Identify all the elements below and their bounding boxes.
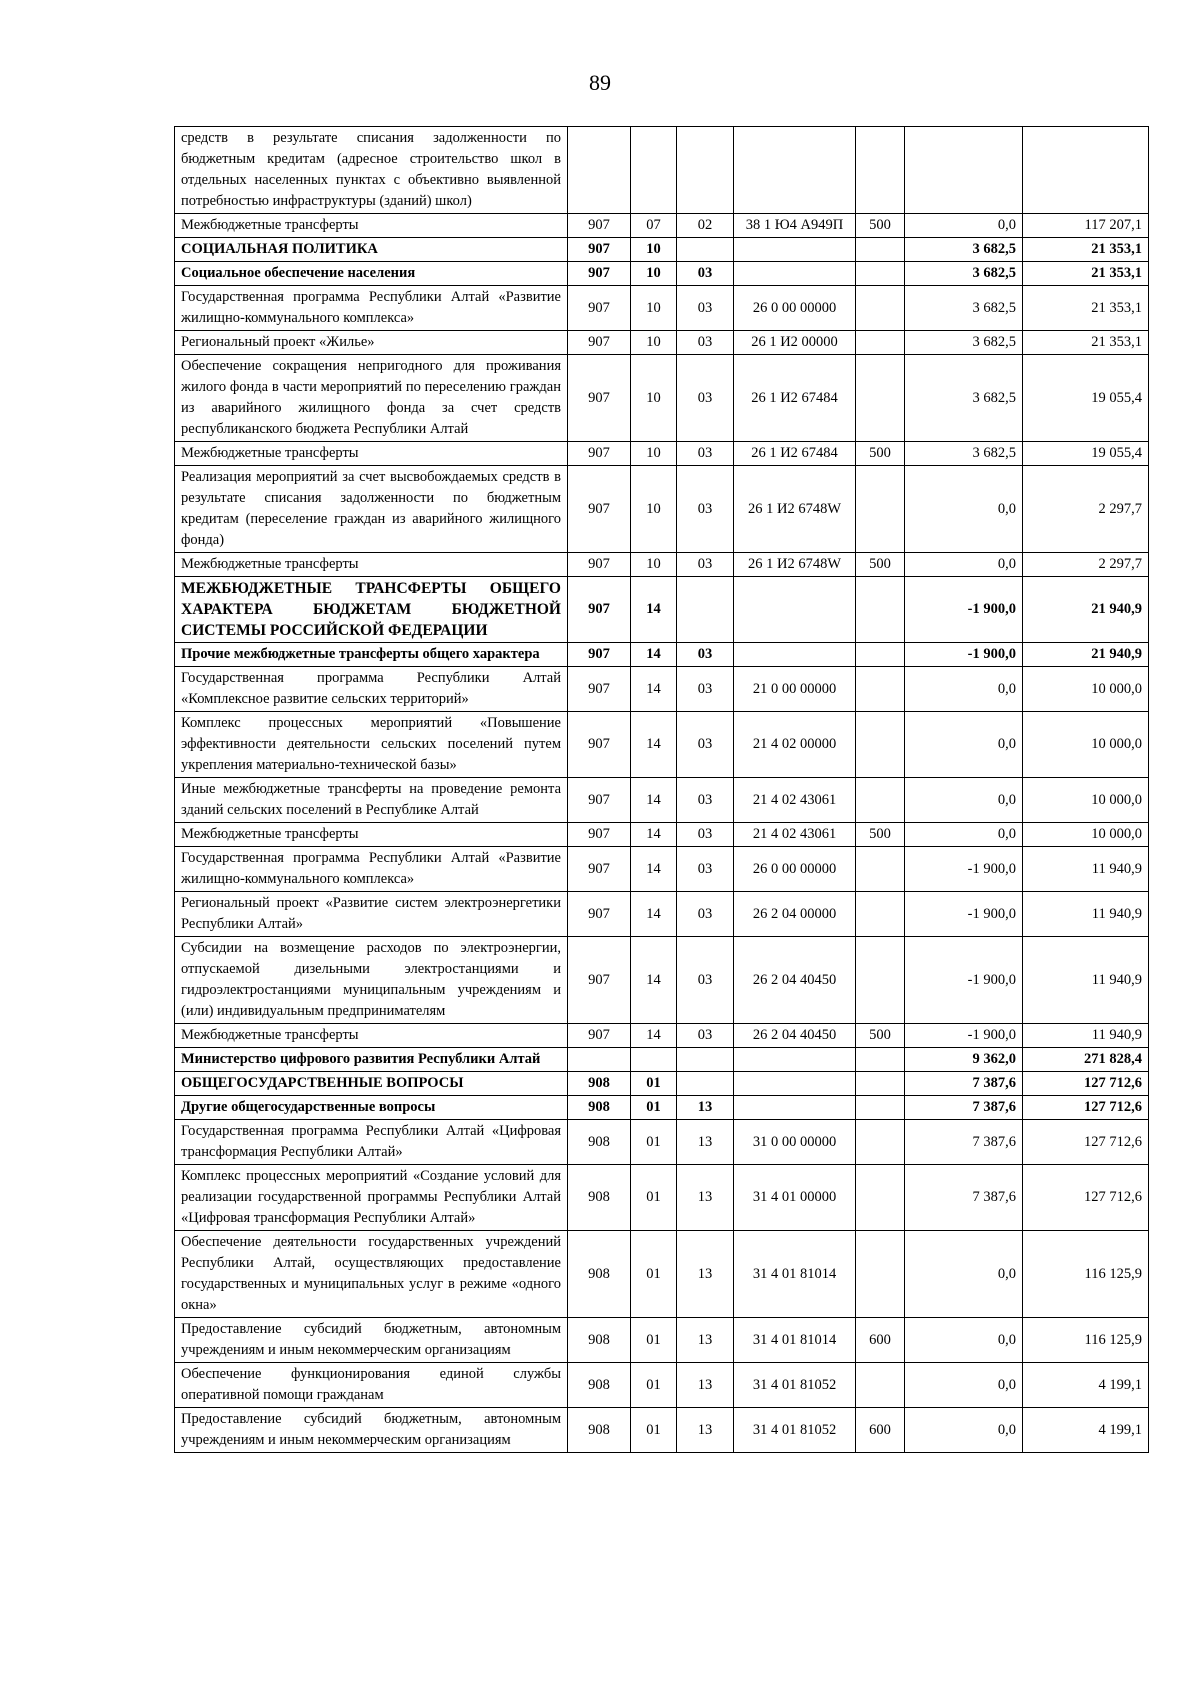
cell-amount-total: 2 297,7 [1023, 553, 1149, 577]
cell-amount-total: 116 125,9 [1023, 1231, 1149, 1318]
cell-target-item: 21 0 00 00000 [734, 667, 856, 712]
table-row [175, 355, 1149, 442]
cell-name: Комплекс процессных мероприятий «Создание условий для реализации государственной программы Республики Алтай «Цифровая трансформация Республики Алтай» [175, 1165, 568, 1231]
budget-table [174, 126, 1149, 1453]
cell-amount-total: 21 353,1 [1023, 262, 1149, 286]
cell-amount-change: 0,0 [905, 667, 1023, 712]
cell-amount-change: 0,0 [905, 214, 1023, 238]
cell-amount-change: 0,0 [905, 466, 1023, 553]
cell-amount-change: 7 387,6 [905, 1165, 1023, 1231]
cell-amount-change: 0,0 [905, 1408, 1023, 1453]
table-row [175, 1318, 1149, 1363]
cell-amount-total: 127 712,6 [1023, 1096, 1149, 1120]
cell-amount-total: 21 940,9 [1023, 577, 1149, 643]
cell-subsection: 03 [677, 286, 734, 331]
cell-expense-type [856, 1231, 905, 1318]
cell-section: 14 [631, 712, 677, 778]
cell-subsection: 03 [677, 778, 734, 823]
cell-amount-change: 3 682,5 [905, 238, 1023, 262]
cell-target-item: 26 2 04 40450 [734, 937, 856, 1024]
cell-amount-total: 11 940,9 [1023, 1024, 1149, 1048]
cell-expense-type [856, 331, 905, 355]
cell-amount-total: 117 207,1 [1023, 214, 1149, 238]
cell-target-item [734, 238, 856, 262]
cell-target-item: 26 1 И2 6748W [734, 466, 856, 553]
cell-ministry-code: 907 [568, 778, 631, 823]
table-body [175, 127, 1149, 1453]
cell-amount-change: -1 900,0 [905, 937, 1023, 1024]
cell-target-item [734, 127, 856, 214]
cell-subsection: 03 [677, 643, 734, 667]
cell-amount-total: 21 353,1 [1023, 238, 1149, 262]
cell-section: 14 [631, 643, 677, 667]
table-row [175, 262, 1149, 286]
table-row [175, 1165, 1149, 1231]
cell-section [631, 1048, 677, 1072]
cell-name: Обеспечение функционирования единой службы оперативной помощи гражданам [175, 1363, 568, 1408]
table-row [175, 286, 1149, 331]
cell-subsection [677, 238, 734, 262]
cell-target-item: 21 4 02 43061 [734, 778, 856, 823]
cell-ministry-code: 907 [568, 892, 631, 937]
cell-amount-total: 10 000,0 [1023, 778, 1149, 823]
cell-target-item: 26 0 00 00000 [734, 847, 856, 892]
cell-subsection: 03 [677, 937, 734, 1024]
table-row [175, 1120, 1149, 1165]
cell-name: Другие общегосударственные вопросы [175, 1096, 568, 1120]
cell-section: 10 [631, 466, 677, 553]
cell-subsection: 03 [677, 553, 734, 577]
cell-amount-change: 3 682,5 [905, 331, 1023, 355]
cell-name: Предоставление субсидий бюджетным, автономным учреждениям и иным некоммерческим организациям [175, 1318, 568, 1363]
cell-section: 01 [631, 1408, 677, 1453]
cell-subsection [677, 1072, 734, 1096]
cell-expense-type [856, 847, 905, 892]
cell-section: 14 [631, 847, 677, 892]
cell-name: СОЦИАЛЬНАЯ ПОЛИТИКА [175, 238, 568, 262]
cell-subsection: 03 [677, 1024, 734, 1048]
cell-ministry-code: 908 [568, 1072, 631, 1096]
cell-target-item: 21 4 02 00000 [734, 712, 856, 778]
cell-target-item: 26 1 И2 67484 [734, 355, 856, 442]
cell-ministry-code: 907 [568, 262, 631, 286]
table-row [175, 778, 1149, 823]
cell-amount-change: 0,0 [905, 712, 1023, 778]
cell-section: 10 [631, 331, 677, 355]
cell-name: средств в результате списания задолженности по бюджетным кредитам (адресное строительство школ в отдельных населенных пунктах с объективно выявленной потребностью инфраструктуры (зданий) школ) [175, 127, 568, 214]
table-row [175, 643, 1149, 667]
cell-ministry-code: 908 [568, 1363, 631, 1408]
cell-ministry-code: 907 [568, 847, 631, 892]
cell-expense-type: 500 [856, 1024, 905, 1048]
cell-name: Государственная программа Республики Алтай «Цифровая трансформация Республики Алтай» [175, 1120, 568, 1165]
cell-section: 14 [631, 778, 677, 823]
cell-subsection: 13 [677, 1363, 734, 1408]
cell-ministry-code: 907 [568, 355, 631, 442]
cell-amount-total: 4 199,1 [1023, 1408, 1149, 1453]
table-row [175, 577, 1149, 643]
cell-amount-change [905, 127, 1023, 214]
cell-subsection: 02 [677, 214, 734, 238]
table-row [175, 1072, 1149, 1096]
cell-amount-change: 7 387,6 [905, 1072, 1023, 1096]
cell-ministry-code: 907 [568, 937, 631, 1024]
cell-section: 14 [631, 823, 677, 847]
cell-target-item: 26 2 04 40450 [734, 1024, 856, 1048]
cell-subsection: 13 [677, 1096, 734, 1120]
cell-name: Субсидии на возмещение расходов по электроэнергии, отпускаемой дизельными электростанциями и гидроэлектростанциями муниципальным учреждениям и (или) индивидуальным предпринимателям [175, 937, 568, 1024]
cell-section: 01 [631, 1363, 677, 1408]
cell-ministry-code: 907 [568, 577, 631, 643]
cell-subsection: 13 [677, 1408, 734, 1453]
cell-name: Государственная программа Республики Алтай «Развитие жилищно-коммунального комплекса» [175, 847, 568, 892]
cell-ministry-code: 907 [568, 331, 631, 355]
table-row [175, 1231, 1149, 1318]
cell-ministry-code [568, 1048, 631, 1072]
cell-ministry-code: 908 [568, 1096, 631, 1120]
cell-section: 14 [631, 667, 677, 712]
cell-name: Комплекс процессных мероприятий «Повышение эффективности деятельности сельских поселений путем укрепления материально-технической базы» [175, 712, 568, 778]
cell-amount-total: 127 712,6 [1023, 1120, 1149, 1165]
cell-section: 01 [631, 1072, 677, 1096]
cell-section: 10 [631, 442, 677, 466]
cell-name: Прочие межбюджетные трансферты общего характера [175, 643, 568, 667]
cell-subsection: 03 [677, 667, 734, 712]
cell-expense-type [856, 286, 905, 331]
cell-name: МЕЖБЮДЖЕТНЫЕ ТРАНСФЕРТЫ ОБЩЕГО ХАРАКТЕРА БЮДЖЕТАМ БЮДЖЕТНОЙ СИСТЕМЫ РОССИЙСКОЙ ФЕДЕРАЦИИ [175, 577, 568, 643]
cell-name: ОБЩЕГОСУДАРСТВЕННЫЕ ВОПРОСЫ [175, 1072, 568, 1096]
cell-ministry-code: 907 [568, 286, 631, 331]
table-row [175, 712, 1149, 778]
page-number: 89 [589, 70, 611, 95]
cell-section: 14 [631, 577, 677, 643]
cell-ministry-code: 908 [568, 1318, 631, 1363]
cell-expense-type [856, 577, 905, 643]
cell-target-item: 21 4 02 43061 [734, 823, 856, 847]
cell-expense-type: 600 [856, 1318, 905, 1363]
cell-expense-type [856, 1072, 905, 1096]
cell-amount-total: 4 199,1 [1023, 1363, 1149, 1408]
cell-target-item [734, 262, 856, 286]
cell-ministry-code: 907 [568, 442, 631, 466]
table-row [175, 667, 1149, 712]
cell-name: Межбюджетные трансферты [175, 553, 568, 577]
cell-target-item [734, 1072, 856, 1096]
cell-amount-total: 21 353,1 [1023, 286, 1149, 331]
cell-section: 10 [631, 553, 677, 577]
cell-ministry-code: 907 [568, 823, 631, 847]
table-row [175, 553, 1149, 577]
cell-target-item [734, 577, 856, 643]
cell-target-item: 26 1 И2 6748W [734, 553, 856, 577]
cell-expense-type [856, 1048, 905, 1072]
cell-target-item: 31 4 01 81052 [734, 1363, 856, 1408]
cell-ministry-code: 907 [568, 214, 631, 238]
cell-expense-type [856, 262, 905, 286]
table-row [175, 823, 1149, 847]
cell-amount-change: 3 682,5 [905, 355, 1023, 442]
cell-ministry-code: 907 [568, 667, 631, 712]
table-row [175, 331, 1149, 355]
cell-ministry-code [568, 127, 631, 214]
cell-amount-total: 2 297,7 [1023, 466, 1149, 553]
cell-amount-total: 11 940,9 [1023, 937, 1149, 1024]
cell-name: Предоставление субсидий бюджетным, автономным учреждениям и иным некоммерческим организациям [175, 1408, 568, 1453]
cell-expense-type [856, 355, 905, 442]
cell-expense-type [856, 127, 905, 214]
cell-expense-type [856, 1120, 905, 1165]
cell-amount-change: 0,0 [905, 1318, 1023, 1363]
cell-amount-total: 11 940,9 [1023, 847, 1149, 892]
cell-section: 07 [631, 214, 677, 238]
table-row [175, 937, 1149, 1024]
cell-target-item [734, 1096, 856, 1120]
cell-expense-type [856, 712, 905, 778]
cell-expense-type: 500 [856, 214, 905, 238]
cell-subsection [677, 127, 734, 214]
cell-subsection [677, 1048, 734, 1072]
cell-subsection: 03 [677, 712, 734, 778]
cell-name: Иные межбюджетные трансферты на проведение ремонта зданий сельских поселений в Республике Алтай [175, 778, 568, 823]
cell-subsection: 03 [677, 331, 734, 355]
cell-amount-change: 3 682,5 [905, 286, 1023, 331]
cell-section: 01 [631, 1120, 677, 1165]
cell-amount-change: 7 387,6 [905, 1096, 1023, 1120]
cell-name: Обеспечение сокращения непригодного для проживания жилого фонда в части мероприятий по переселению граждан из аварийного жилищного фонда за счет средств республиканского бюджета Республики Алтай [175, 355, 568, 442]
cell-name: Межбюджетные трансферты [175, 1024, 568, 1048]
cell-subsection: 13 [677, 1231, 734, 1318]
cell-name: Министерство цифрового развития Республики Алтай [175, 1048, 568, 1072]
cell-expense-type: 500 [856, 442, 905, 466]
cell-amount-total: 19 055,4 [1023, 355, 1149, 442]
cell-amount-change: 0,0 [905, 823, 1023, 847]
table-row [175, 127, 1149, 214]
cell-name: Государственная программа Республики Алтай «Комплексное развитие сельских территорий» [175, 667, 568, 712]
cell-amount-total: 10 000,0 [1023, 712, 1149, 778]
cell-target-item [734, 643, 856, 667]
cell-name: Межбюджетные трансферты [175, 442, 568, 466]
cell-ministry-code: 907 [568, 238, 631, 262]
cell-section: 10 [631, 286, 677, 331]
cell-name: Региональный проект «Развитие систем электроэнергетики Республики Алтай» [175, 892, 568, 937]
cell-section: 01 [631, 1318, 677, 1363]
cell-amount-change: 0,0 [905, 1231, 1023, 1318]
table-row [175, 1408, 1149, 1453]
cell-target-item: 31 4 01 00000 [734, 1165, 856, 1231]
cell-subsection: 03 [677, 355, 734, 442]
cell-amount-change: 0,0 [905, 778, 1023, 823]
cell-target-item: 31 4 01 81014 [734, 1231, 856, 1318]
cell-name: Обеспечение деятельности государственных учреждений Республики Алтай, осуществляющих предоставление государственных и муниципальных услуг в режиме «одного окна» [175, 1231, 568, 1318]
cell-ministry-code: 908 [568, 1408, 631, 1453]
cell-expense-type [856, 238, 905, 262]
cell-target-item: 31 4 01 81014 [734, 1318, 856, 1363]
cell-expense-type [856, 1165, 905, 1231]
cell-amount-total: 21 940,9 [1023, 643, 1149, 667]
cell-name: Реализация мероприятий за счет высвобождаемых средств в результате списания задолженности по бюджетным кредитам (переселение граждан из аварийного жилищного фонда) [175, 466, 568, 553]
cell-ministry-code: 907 [568, 712, 631, 778]
cell-amount-total: 127 712,6 [1023, 1165, 1149, 1231]
cell-target-item: 26 1 И2 00000 [734, 331, 856, 355]
cell-amount-change: 0,0 [905, 1363, 1023, 1408]
cell-amount-total: 19 055,4 [1023, 442, 1149, 466]
cell-subsection: 03 [677, 892, 734, 937]
cell-amount-change: -1 900,0 [905, 1024, 1023, 1048]
cell-amount-total: 116 125,9 [1023, 1318, 1149, 1363]
cell-expense-type: 500 [856, 553, 905, 577]
cell-amount-total [1023, 127, 1149, 214]
cell-subsection: 03 [677, 823, 734, 847]
cell-section: 01 [631, 1165, 677, 1231]
cell-expense-type [856, 1096, 905, 1120]
table-row [175, 1096, 1149, 1120]
cell-amount-change: 3 682,5 [905, 262, 1023, 286]
cell-expense-type [856, 466, 905, 553]
cell-section: 14 [631, 892, 677, 937]
cell-target-item: 26 1 И2 67484 [734, 442, 856, 466]
cell-section: 10 [631, 355, 677, 442]
cell-name: Социальное обеспечение населения [175, 262, 568, 286]
cell-name: Межбюджетные трансферты [175, 214, 568, 238]
cell-subsection: 03 [677, 442, 734, 466]
cell-section: 14 [631, 1024, 677, 1048]
cell-amount-change: -1 900,0 [905, 892, 1023, 937]
cell-target-item: 31 0 00 00000 [734, 1120, 856, 1165]
cell-amount-change: 7 387,6 [905, 1120, 1023, 1165]
cell-amount-change: 9 362,0 [905, 1048, 1023, 1072]
table-row [175, 847, 1149, 892]
cell-subsection [677, 577, 734, 643]
cell-amount-total: 127 712,6 [1023, 1072, 1149, 1096]
cell-section: 14 [631, 937, 677, 1024]
cell-ministry-code: 908 [568, 1231, 631, 1318]
cell-section: 01 [631, 1231, 677, 1318]
cell-amount-change: -1 900,0 [905, 643, 1023, 667]
cell-subsection: 13 [677, 1120, 734, 1165]
cell-target-item: 26 2 04 00000 [734, 892, 856, 937]
cell-amount-total: 10 000,0 [1023, 667, 1149, 712]
cell-section: 10 [631, 238, 677, 262]
table-row [175, 1363, 1149, 1408]
table-row [175, 442, 1149, 466]
cell-subsection: 13 [677, 1165, 734, 1231]
cell-expense-type: 500 [856, 823, 905, 847]
cell-amount-total: 10 000,0 [1023, 823, 1149, 847]
table-row [175, 238, 1149, 262]
cell-expense-type [856, 778, 905, 823]
cell-name: Межбюджетные трансферты [175, 823, 568, 847]
table-row [175, 214, 1149, 238]
cell-amount-change: 0,0 [905, 553, 1023, 577]
cell-expense-type [856, 643, 905, 667]
cell-section [631, 127, 677, 214]
cell-name: Государственная программа Республики Алтай «Развитие жилищно-коммунального комплекса» [175, 286, 568, 331]
cell-target-item: 31 4 01 81052 [734, 1408, 856, 1453]
cell-name: Региональный проект «Жилье» [175, 331, 568, 355]
cell-amount-total: 21 353,1 [1023, 331, 1149, 355]
cell-amount-change: 3 682,5 [905, 442, 1023, 466]
cell-expense-type: 600 [856, 1408, 905, 1453]
cell-ministry-code: 908 [568, 1165, 631, 1231]
cell-amount-total: 271 828,4 [1023, 1048, 1149, 1072]
table-row [175, 1024, 1149, 1048]
table-row [175, 466, 1149, 553]
cell-ministry-code: 907 [568, 466, 631, 553]
cell-subsection: 13 [677, 1318, 734, 1363]
cell-ministry-code: 907 [568, 553, 631, 577]
table-row [175, 1048, 1149, 1072]
cell-amount-total: 11 940,9 [1023, 892, 1149, 937]
cell-ministry-code: 907 [568, 1024, 631, 1048]
table-row [175, 892, 1149, 937]
cell-expense-type [856, 1363, 905, 1408]
cell-target-item: 38 1 Ю4 А949П [734, 214, 856, 238]
cell-amount-change: -1 900,0 [905, 847, 1023, 892]
cell-section: 10 [631, 262, 677, 286]
cell-target-item: 26 0 00 00000 [734, 286, 856, 331]
cell-amount-change: -1 900,0 [905, 577, 1023, 643]
cell-section: 01 [631, 1096, 677, 1120]
cell-target-item [734, 1048, 856, 1072]
cell-expense-type [856, 892, 905, 937]
cell-subsection: 03 [677, 466, 734, 553]
cell-subsection: 03 [677, 262, 734, 286]
cell-expense-type [856, 667, 905, 712]
cell-expense-type [856, 937, 905, 1024]
cell-subsection: 03 [677, 847, 734, 892]
cell-ministry-code: 908 [568, 1120, 631, 1165]
cell-ministry-code: 907 [568, 643, 631, 667]
